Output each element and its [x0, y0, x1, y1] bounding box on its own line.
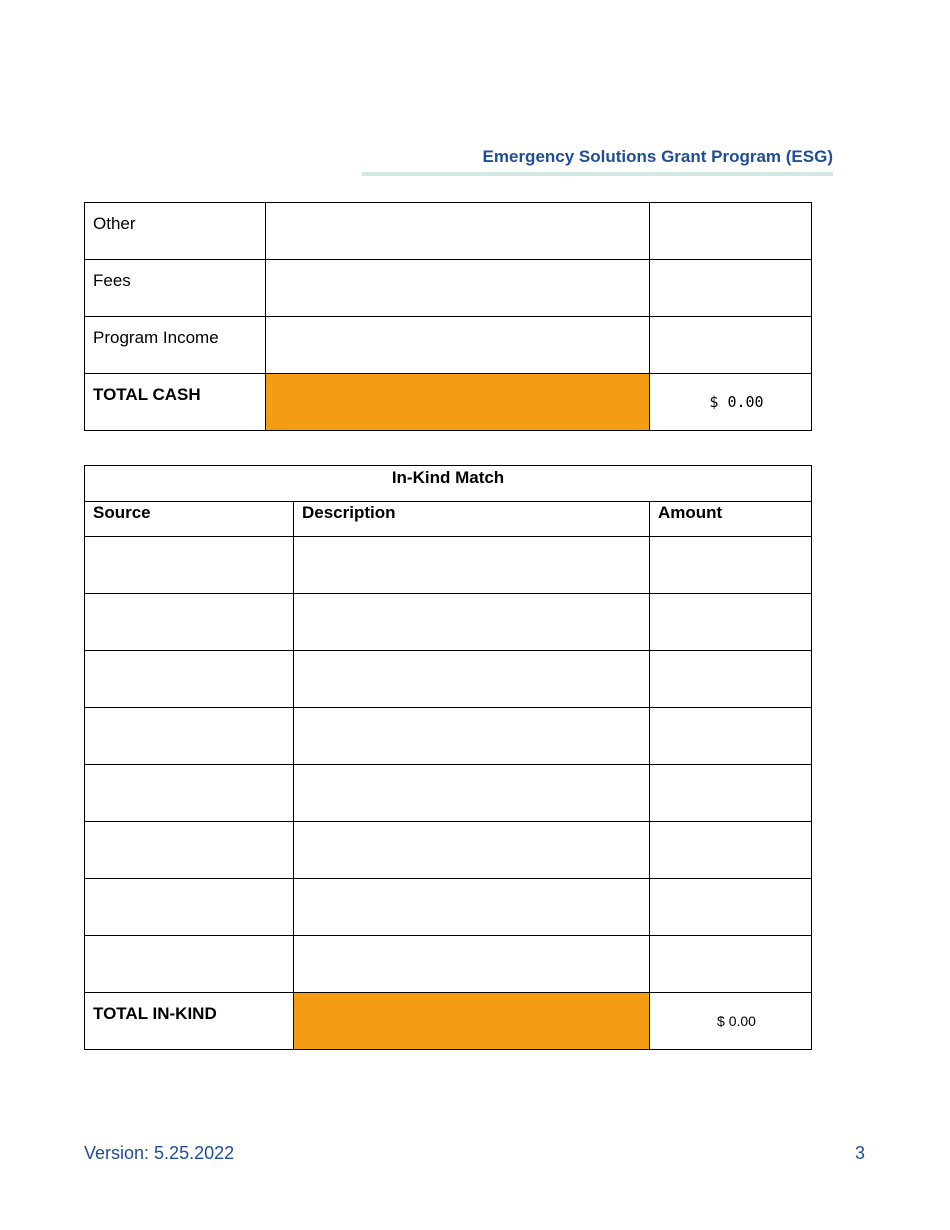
total-in-kind-row — [85, 993, 812, 1050]
in-kind-source-cell[interactable] — [85, 822, 294, 879]
in-kind-match-table — [84, 465, 812, 1050]
in-kind-description-cell[interactable] — [294, 822, 650, 879]
in-kind-description-cell[interactable] — [294, 708, 650, 765]
cash-row-description[interactable] — [266, 260, 650, 317]
table-row — [85, 708, 812, 765]
in-kind-description-cell[interactable] — [294, 594, 650, 651]
in-kind-amount-cell[interactable] — [650, 765, 812, 822]
table-row — [85, 537, 812, 594]
cash-row-label: Fees — [85, 260, 266, 317]
table-row — [85, 203, 812, 260]
column-header-amount: Amount — [650, 502, 812, 537]
cash-row-description[interactable] — [266, 317, 650, 374]
cash-match-table — [84, 202, 812, 431]
cash-row-amount[interactable] — [650, 203, 812, 260]
in-kind-amount-cell[interactable] — [650, 879, 812, 936]
in-kind-description-cell[interactable] — [294, 879, 650, 936]
column-header-source: Source — [85, 502, 294, 537]
in-kind-source-cell[interactable] — [85, 765, 294, 822]
total-cash-row — [85, 374, 812, 431]
in-kind-description-cell[interactable] — [294, 537, 650, 594]
in-kind-amount-cell[interactable] — [650, 936, 812, 993]
in-kind-title-row — [85, 466, 812, 502]
in-kind-amount-cell[interactable] — [650, 594, 812, 651]
total-cash-amount: $ 0.00 — [650, 374, 812, 431]
in-kind-title: In-Kind Match — [85, 466, 812, 502]
document-header-title: Emergency Solutions Grant Program (ESG) — [482, 147, 833, 166]
in-kind-source-cell[interactable] — [85, 537, 294, 594]
total-in-kind-label: TOTAL IN-KIND — [85, 993, 294, 1050]
table-row — [85, 879, 812, 936]
page-number: 3 — [855, 1143, 866, 1163]
total-in-kind-fill — [294, 993, 650, 1050]
in-kind-amount-cell[interactable] — [650, 537, 812, 594]
in-kind-source-cell[interactable] — [85, 708, 294, 765]
cash-row-description[interactable] — [266, 203, 650, 260]
table-row — [85, 317, 812, 374]
cash-row-label: Program Income — [85, 317, 266, 374]
table-row — [85, 936, 812, 993]
table-row — [85, 260, 812, 317]
in-kind-source-cell[interactable] — [85, 594, 294, 651]
in-kind-source-cell[interactable] — [85, 936, 294, 993]
cash-row-amount[interactable] — [650, 260, 812, 317]
table-row — [85, 594, 812, 651]
in-kind-header-row — [85, 502, 812, 537]
in-kind-amount-cell[interactable] — [650, 708, 812, 765]
cash-row-amount[interactable] — [650, 317, 812, 374]
in-kind-description-cell[interactable] — [294, 765, 650, 822]
in-kind-source-cell[interactable] — [85, 879, 294, 936]
header-divider — [362, 172, 833, 176]
cash-row-label: Other — [85, 203, 266, 260]
in-kind-source-cell[interactable] — [85, 651, 294, 708]
table-row — [85, 651, 812, 708]
table-row — [85, 765, 812, 822]
total-cash-label: TOTAL CASH — [85, 374, 266, 431]
in-kind-description-cell[interactable] — [294, 651, 650, 708]
column-header-description: Description — [294, 502, 650, 537]
table-row — [85, 822, 812, 879]
footer-version: Version: 5.25.2022 — [84, 1143, 235, 1163]
in-kind-amount-cell[interactable] — [650, 651, 812, 708]
total-cash-fill — [266, 374, 650, 431]
in-kind-amount-cell[interactable] — [650, 822, 812, 879]
total-in-kind-amount: $ 0.00 — [650, 993, 812, 1050]
in-kind-description-cell[interactable] — [294, 936, 650, 993]
